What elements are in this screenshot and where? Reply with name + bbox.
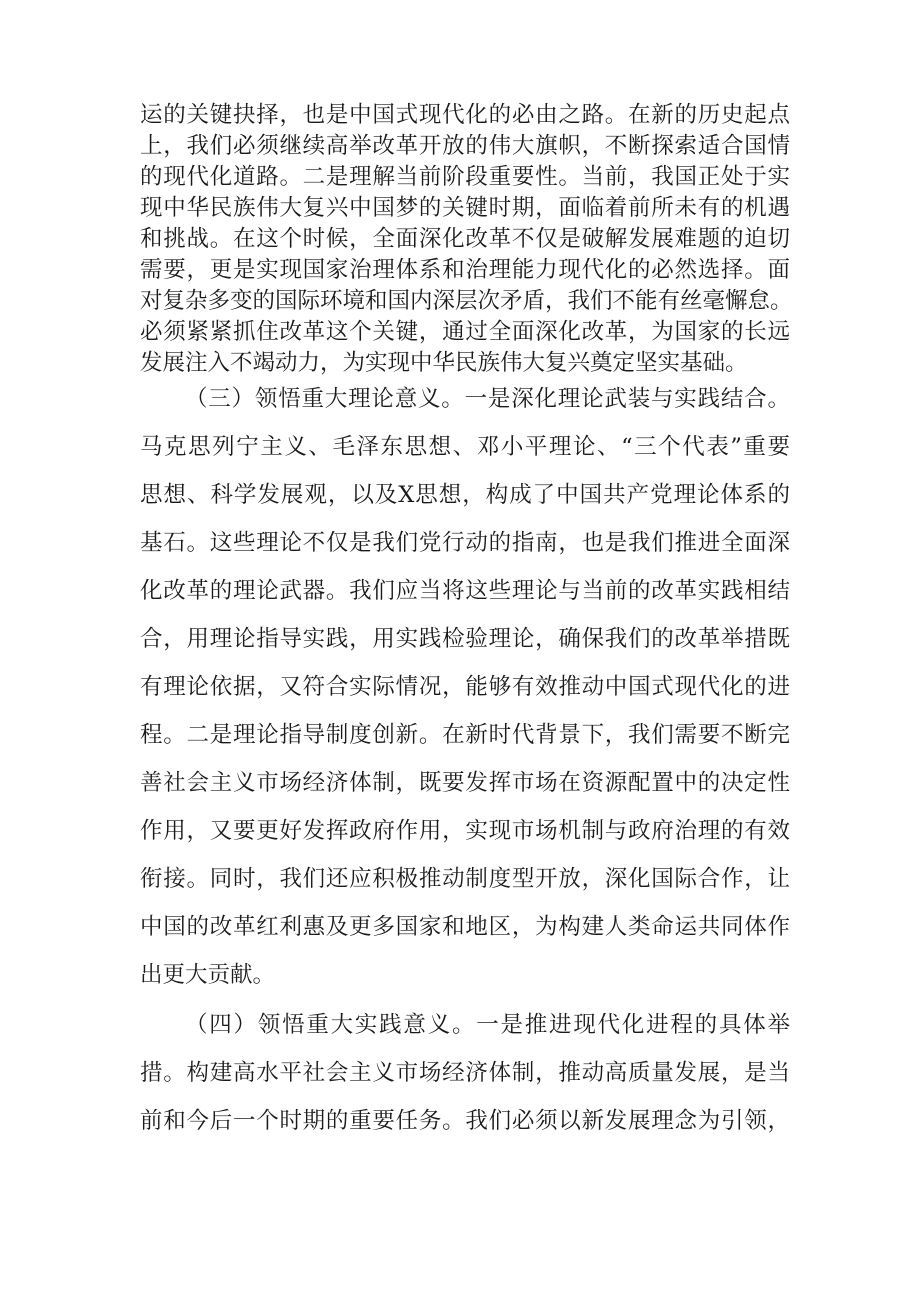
section-heading-line: （三）领悟重大理论意义。一是深化理论武装与实践结合。 bbox=[185, 386, 790, 412]
text-line: 的现代化道路。二是理解当前阶段重要性。当前，我国正处于实 bbox=[140, 164, 790, 190]
text-line: 上，我们必须继续高举改革开放的伟大旗帜，不断探索适合国情 bbox=[140, 133, 790, 159]
text-line: 基石。这些理论不仅是我们党行动的指南，也是我们推进全面深 bbox=[140, 530, 790, 556]
text-line: 思想、科学发展观，以及X思想，构成了中国共产党理论体系的 bbox=[140, 482, 790, 508]
text-line: 和挑战。在这个时候，全面深化改革不仅是破解发展难题的迫切 bbox=[140, 226, 790, 252]
text-line: 善社会主义市场经济体制，既要发挥市场在资源配置中的决定性 bbox=[140, 770, 790, 796]
text-line: 对复杂多变的国际环境和国内深层次矛盾，我们不能有丝毫懈怠。 bbox=[140, 288, 793, 314]
text-line: 马克思列宁主义、毛泽东思想、邓小平理论、“三个代表”重要 bbox=[140, 434, 790, 460]
text-line: 中国的改革红利惠及更多国家和地区，为构建人类命运共同体作 bbox=[140, 914, 790, 940]
text-line: 发展注入不竭动力，为实现中华民族伟大复兴奠定坚实基础。 bbox=[140, 350, 748, 376]
text-line: 现中华民族伟大复兴中国梦的关键时期，面临着前所未有的机遇 bbox=[140, 195, 790, 221]
text-line: 有理论依据，又符合实际情况，能够有效推动中国式现代化的进 bbox=[140, 674, 790, 700]
section-heading-line: （四）领悟重大实践意义。一是推进现代化进程的具体举 bbox=[185, 1012, 790, 1038]
text-line: 出更大贡献。 bbox=[140, 962, 276, 988]
text-line: 前和今后一个时期的重要任务。我们必须以新发展理念为引领， bbox=[140, 1108, 790, 1134]
text-line: 措。构建高水平社会主义市场经济体制，推动高质量发展，是当 bbox=[140, 1060, 790, 1086]
text-line: 作用，又要更好发挥政府作用，实现市场机制与政府治理的有效 bbox=[140, 818, 790, 844]
text-line: 程。二是理论指导制度创新。在新时代背景下，我们需要不断完 bbox=[140, 722, 790, 748]
text-line: 化改革的理论武器。我们应当将这些理论与当前的改革实践相结 bbox=[140, 578, 790, 604]
text-line: 需要，更是实现国家治理体系和治理能力现代化的必然选择。面 bbox=[140, 257, 790, 283]
text-line: 必须紧紧抓住改革这个关键，通过全面深化改革，为国家的长远 bbox=[140, 319, 790, 345]
text-line: 运的关键抉择，也是中国式现代化的必由之路。在新的历史起点 bbox=[140, 102, 790, 128]
text-line: 合，用理论指导实践，用实践检验理论，确保我们的改革举措既 bbox=[140, 626, 790, 652]
text-line: 衔接。同时，我们还应积极推动制度型开放，深化国际合作，让 bbox=[140, 866, 790, 892]
